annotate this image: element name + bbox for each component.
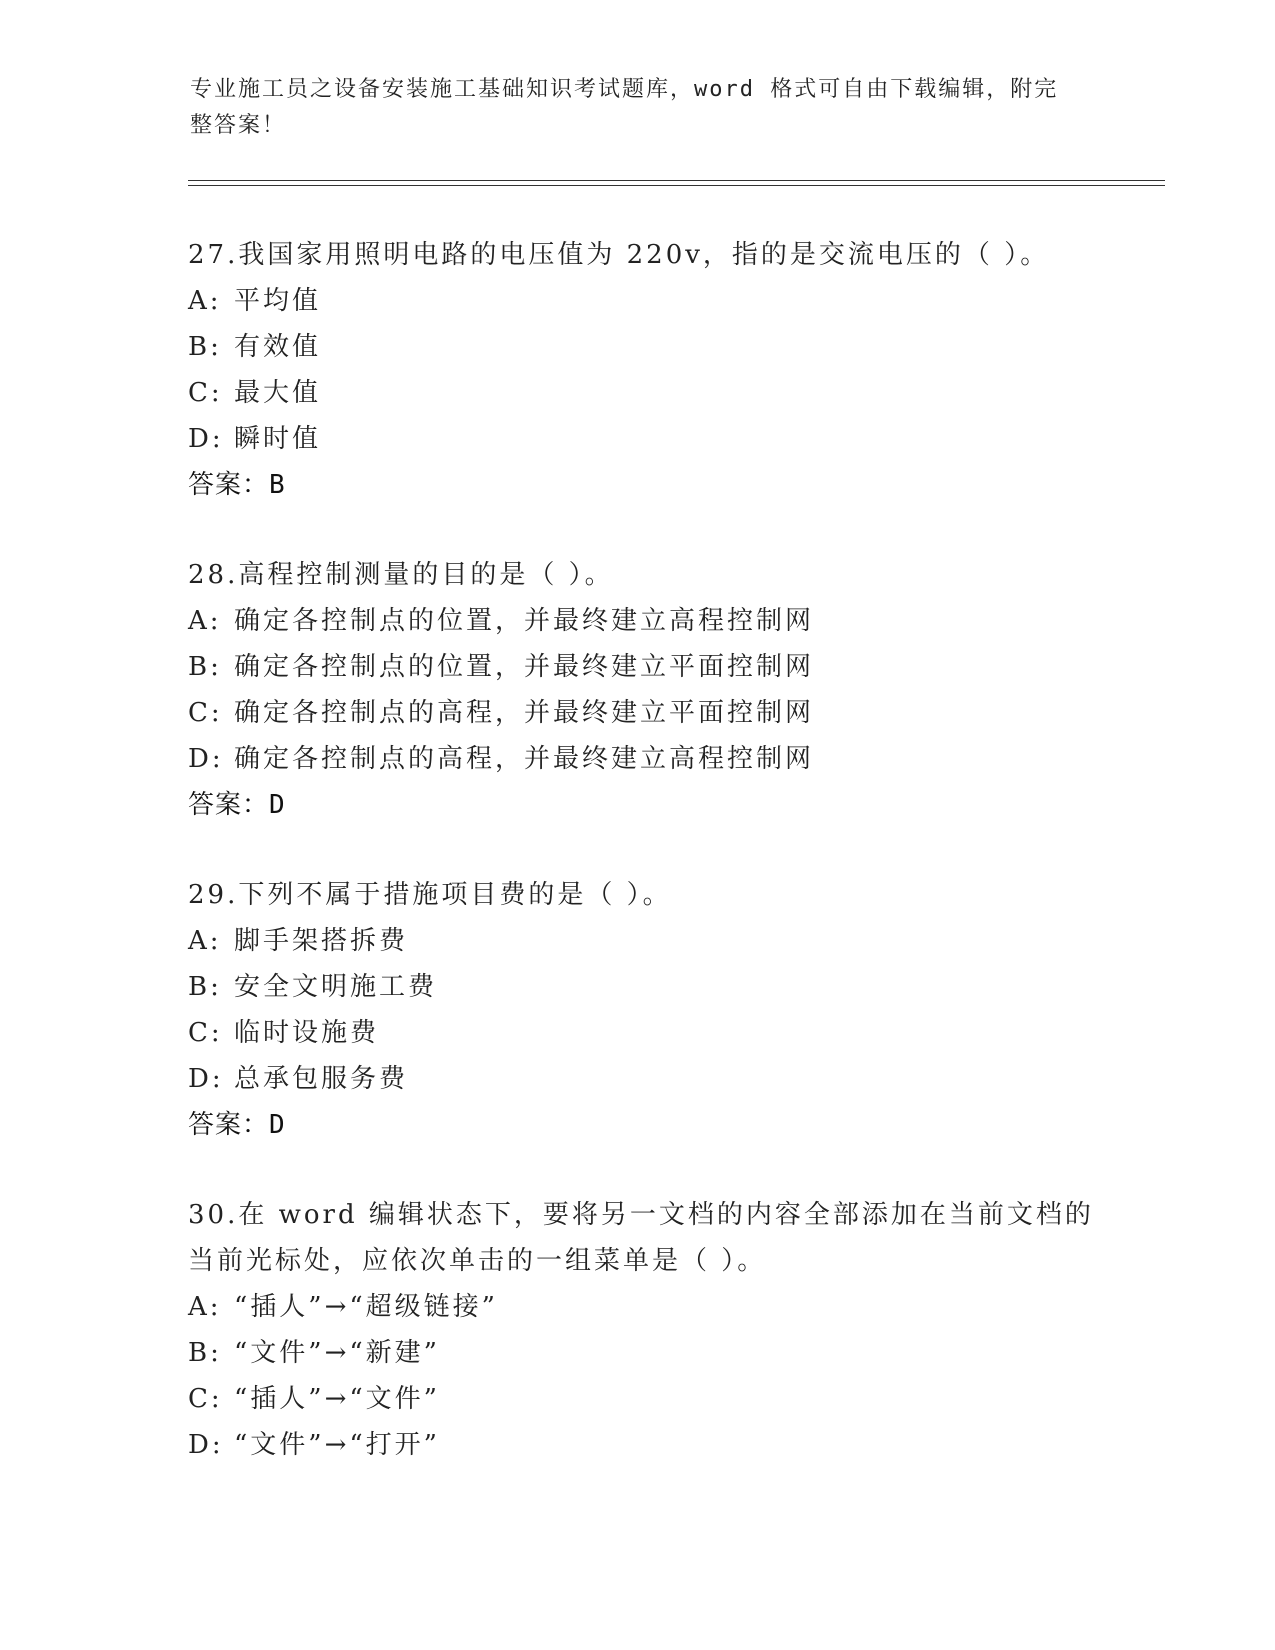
option-label: C: [188,378,223,408]
option-b [188,324,1118,370]
option-text: “插人”→“文件” [234,1384,440,1414]
option-text: 平均值 [234,286,322,316]
option-label: D: [188,744,224,774]
option-text: 确定各控制点的位置，并最终建立高程控制网 [234,606,815,636]
question-stem: 28.高程控制测量的目的是（ ）。 [188,560,614,590]
option-a [188,1284,1118,1330]
question-stem [188,1192,1118,1284]
question-stem: 27.我国家用照明电路的电压值为 220v，指的是交流电压的（ ）。 [188,240,1050,270]
option-text: 安全文明施工费 [234,972,438,1002]
header-rule-bottom [188,185,1165,186]
option-b [188,644,1118,690]
option-label: D: [188,1064,224,1094]
option-text: 临时设施费 [234,1018,380,1048]
option-d [188,1422,1118,1468]
option-label: C: [188,1018,223,1048]
option-d [188,736,1118,782]
option-d [188,1056,1118,1102]
option-text: 瞬时值 [234,424,322,454]
header-rule-top [188,180,1165,181]
question-30 [188,1192,1118,1468]
option-label: A: [188,926,222,956]
option-label: B: [188,972,222,1002]
document-header [190,72,1090,144]
option-text: 最大值 [234,378,322,408]
header-line-2: 整答案！ [190,113,287,138]
question-list [188,232,1118,1512]
option-text: “文件”→“新建” [234,1338,440,1368]
option-c [188,690,1118,736]
question-28 [188,552,1118,828]
option-label: C: [188,698,223,728]
option-b [188,964,1118,1010]
option-label: D: [188,424,224,454]
option-text: 确定各控制点的高程，并最终建立平面控制网 [234,698,815,728]
option-c [188,1010,1118,1056]
option-text: “插人”→“超级链接” [234,1292,498,1322]
option-a [188,278,1118,324]
question-stem-line-2: 当前光标处，应依次单击的一组菜单是（ ）。 [188,1246,767,1276]
question-stem: 29.下列不属于措施项目费的是（ ）。 [188,880,672,910]
option-d [188,416,1118,462]
option-text: “文件”→“打开” [234,1430,440,1460]
question-stem-line-1: 30.在 word 编辑状态下，要将另一文档的内容全部添加在当前文档的 [188,1200,1094,1230]
answer-line: 答案：D [188,1110,286,1140]
option-label: A: [188,606,222,636]
option-label: A: [188,286,222,316]
option-label: B: [188,332,222,362]
answer-line: 答案：D [188,790,286,820]
option-text: 确定各控制点的高程，并最终建立高程控制网 [234,744,815,774]
option-label: C: [188,1384,223,1414]
option-label: B: [188,652,222,682]
option-a [188,918,1118,964]
question-27 [188,232,1118,508]
option-label: B: [188,1338,222,1368]
option-label: A: [188,1292,222,1322]
option-label: D: [188,1430,224,1460]
question-29 [188,872,1118,1148]
header-line-1: 专业施工员之设备安装施工基础知识考试题库，word 格式可自由下载编辑，附完 [190,77,1059,102]
option-a [188,598,1118,644]
option-c [188,370,1118,416]
option-text: 脚手架搭拆费 [234,926,409,956]
option-b [188,1330,1118,1376]
option-text: 确定各控制点的位置，并最终建立平面控制网 [234,652,815,682]
option-c [188,1376,1118,1422]
option-text: 总承包服务费 [234,1064,409,1094]
answer-line: 答案：B [188,470,286,500]
option-text: 有效值 [234,332,322,362]
